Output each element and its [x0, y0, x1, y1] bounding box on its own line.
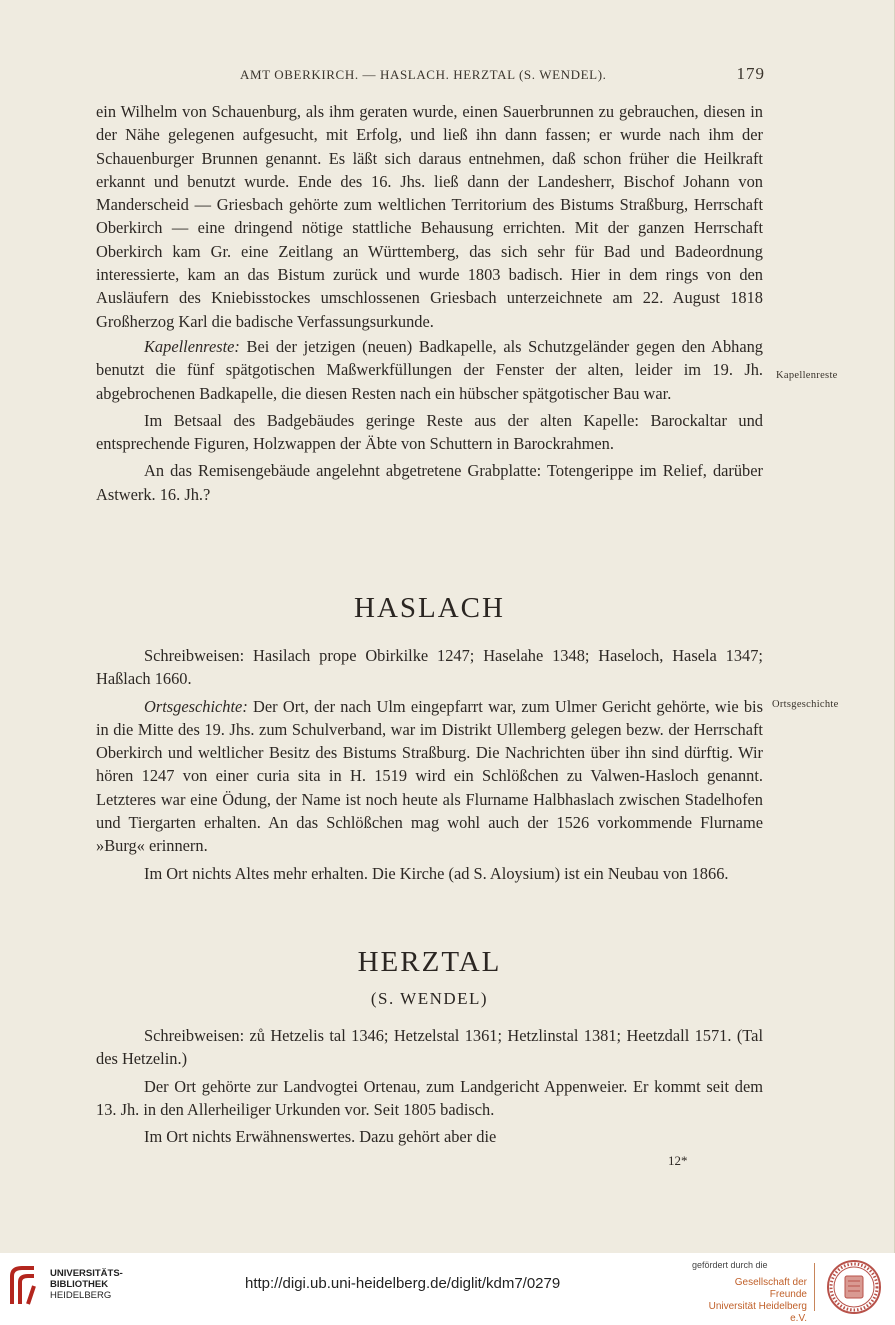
margin-note-ortsgeschichte: Ortsgeschichte [772, 699, 839, 710]
sponsor-name[interactable]: Gesellschaft der Freunde Universität Heidelberg e.V. [708, 1277, 807, 1324]
text-block-griesbach [96, 100, 763, 506]
sponsor-label: gefördert durch die [692, 1260, 768, 1270]
paragraph-kapellenreste: Kapellenreste: Bei der jetzigen (neuen) Badkapelle, als Schutzgeländer gegen den Abhang benutzt die fünf spätgotischen Maßwerkfüllungen der Fenster der alten, leider im 19. Jh. abgebrochenen Badkapelle, die diesen Resten nach ein hübscher spätgotischer Bau war. [96, 336, 763, 403]
text-block-herztal [96, 1024, 763, 1148]
heading-herztal: HERZTAL [357, 946, 502, 978]
paragraph-remise: An das Remisengebäude angelehnt abgetretene Grabplatte: Totengerippe im Relief, darüber Astwerk. 16. Jh.? [96, 461, 763, 504]
label-ortsgeschichte: Ortsgeschichte: [144, 696, 248, 716]
paragraph-schreibweisen-haslach: Schreibweisen: Hasilach prope Obirkilke 1247; Haselahe 1348; Haseloch, Hasela 1347; Haßlach 1660. [96, 646, 763, 689]
university-seal-icon [826, 1259, 882, 1315]
subheading-s-wendel: (S. WENDEL) [370, 989, 489, 1008]
paragraph-ortsgeschichte: Ortsgeschichte: Der Ort, der nach Ulm eingepfarrt war, zum Ulmer Gericht gehörte, wie bis in die Mitte des 19. Jhs. zum Schulverband, war im Distrikt Ullemberg gelegen bezw. der Herrschaft Oberkirch und weltlicher Besitz des Bistums Straßburg. Die Nachrichten über ihn sind dürftig. Wir hören 1247 von einer curia sita in H. 1519 wird ein Schlößchen zu Valwen-Hasloch genannt. Letzteres war eine Ödung, der Name ist noch heute als Flurname Halbhaslach zwischen Stadelhofen und Tiergarten erhalten. An das Schlößchen mag wohl auch der 1526 vorkommende Flurname »Burg« erinnern. [96, 696, 763, 856]
sponsor-divider [814, 1263, 815, 1311]
margin-note-kapellenreste: Kapellenreste [776, 370, 838, 381]
library-logo-icon[interactable] [8, 1264, 38, 1308]
sheet-signature: 12* [668, 1153, 688, 1168]
paragraph-schreibweisen-herztal: Schreibweisen: zů Hetzelis tal 1346; Hetzelstal 1361; Hetzlinstal 1381; Heetzdall 1571. (Tal des Hetzelin.) [96, 1026, 763, 1069]
digitization-footer [0, 1253, 895, 1324]
paragraph-schauenburg: ein Wilhelm von Schauenburg, als ihm geraten wurde, einen Sauerbrunnen zu gebrauchen, diesen in der Nähe gelegenen aufgesucht, mit Erfolg, und ließ ihn dann fassen; er wurde nach ihm der Schauenburger Brunnen genannt. Es läßt sich daraus entnehmen, daß schon früher die Heilkraft erkannt und benutzt wurde. Ende des 16. Jhs. ließ dann der Landesherr, Bischof Johann von Manderscheid — Griesbach gehörte zum weltlichen Territorium des Bistums Straßburg, Herrschaft Oberkirch — eine dringend nötige stattliche Behausung errichten. Mit der ganzen Herrschaft Oberkirch kam Gr. eine Zeitlang an Württemberg, das sich sehr für Bad und Badeordnung interessierte, kam an das Bistum zurück und wurde 1803 badisch. Hier in dem rings von den Ausläufern des Kniebisstockes umschlossenen Griesbach unterzeichnete am 22. August 1818 Großherzog Karl die badische Verfassungsurkunde. [96, 102, 763, 331]
label-kapellenreste: Kapellenreste: [144, 336, 240, 356]
paragraph-erwaehnenswertes: Im Ort nichts Erwähnenswertes. Dazu gehört aber die [144, 1127, 497, 1147]
running-title: AMT OBERKIRCH. — HASLACH. HERZTAL (S. WENDEL). [240, 67, 607, 82]
paragraph-betsaal: Im Betsaal des Badgebäudes geringe Reste aus der alten Kapelle: Barockaltar und entsprechende Figuren, Holzwappen der Äbte von Schuttern in Barockrahmen. [96, 410, 763, 454]
text-block-haslach [96, 644, 763, 885]
heading-haslach: HASLACH [354, 592, 505, 624]
library-name[interactable]: UNIVERSITÄTS- BIBLIOTHEK HEIDELBERG [50, 1268, 123, 1301]
paragraph-landvogtei: Der Ort gehörte zur Landvogtei Ortenau, zum Landgericht Appenweier. Er kommt seit dem 13. Jh. in den Allerheiliger Urkunden vor. Seit 1805 badisch. [96, 1076, 763, 1119]
permalink-url[interactable]: http://digi.ub.uni-heidelberg.de/diglit/kdm7/0279 [245, 1275, 561, 1292]
page-number: 179 [736, 64, 765, 83]
paragraph-kirche: Im Ort nichts Altes mehr erhalten. Die Kirche (ad S. Aloysium) ist ein Neubau von 1866. [144, 863, 729, 883]
